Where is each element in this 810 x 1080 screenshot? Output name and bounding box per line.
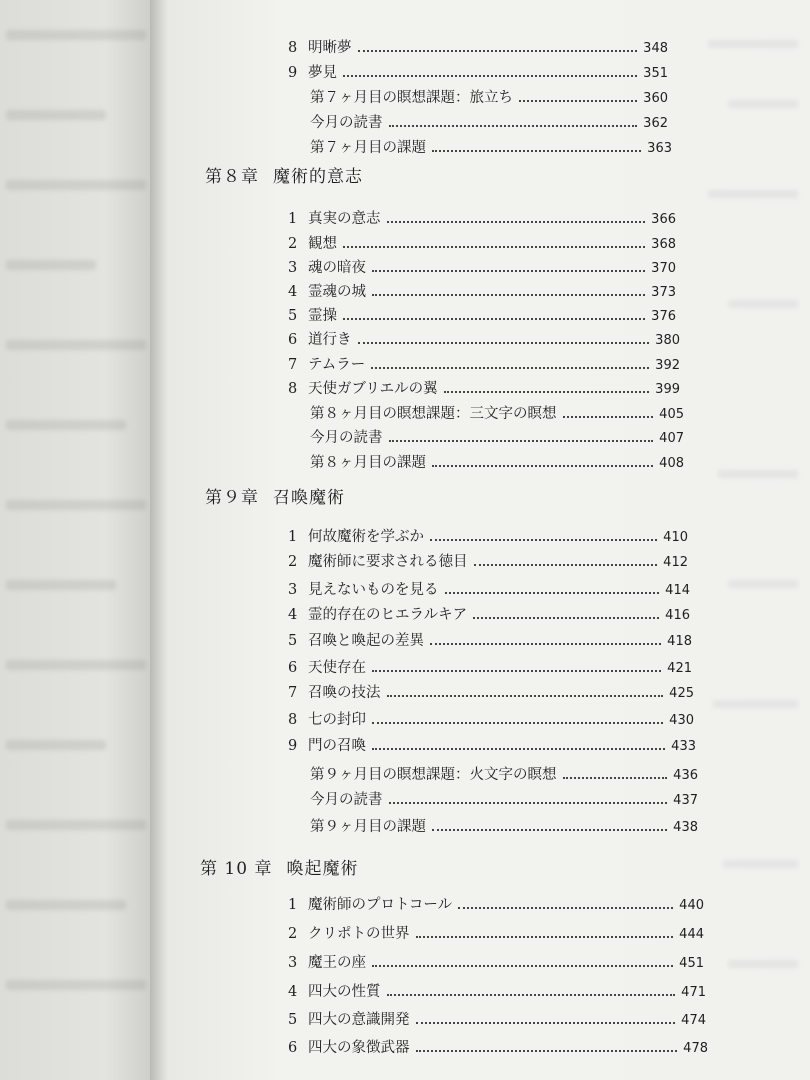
entry-title: 第８ヶ月目の瞑想課題：三文字の瞑想: [310, 406, 557, 422]
toc-entry: [288, 708, 694, 730]
book-gutter: [150, 0, 168, 1080]
toc-entry: [288, 656, 692, 678]
entry-title: 天使ガブリエルの翼: [308, 381, 438, 397]
left-facing-page: [0, 0, 150, 1080]
toc-entry: [288, 36, 668, 58]
dot-leader: [358, 342, 650, 344]
entry-page-number: 418: [667, 634, 692, 649]
toc-entry: [310, 111, 668, 133]
chapter-title: 魔術的意志: [273, 167, 363, 187]
dot-leader: [474, 564, 658, 566]
entry-page-number: 366: [651, 212, 676, 227]
entry-page-number: 373: [651, 285, 676, 300]
toc-entry: [288, 980, 706, 1002]
chapter-title: 召喚魔術: [273, 488, 345, 508]
entry-title: 何故魔術を学ぶか: [308, 529, 424, 545]
entry-number: 7: [288, 357, 298, 373]
entry-number: 2: [288, 926, 298, 942]
entry-number: 3: [288, 955, 298, 971]
dot-leader: [372, 270, 645, 272]
toc-entry: [288, 681, 694, 703]
entry-title: 霊的存在のヒエラルキア: [308, 607, 468, 623]
dot-leader: [389, 125, 638, 127]
entry-title: 召喚の技法: [308, 685, 381, 701]
toc-entry: [288, 1036, 708, 1058]
entry-page-number: 348: [643, 41, 668, 56]
dot-leader: [416, 936, 674, 938]
toc-entry: [288, 525, 688, 547]
dot-leader: [343, 318, 645, 320]
chapter-number: 第９章: [205, 488, 259, 508]
entry-title: 魔王の座: [308, 955, 366, 971]
entry-number: 9: [288, 65, 298, 81]
entry-number: 1: [288, 529, 298, 545]
entry-page-number: 474: [681, 1013, 706, 1028]
entry-title: 四大の象徴武器: [308, 1040, 410, 1056]
entry-number: 6: [288, 1040, 298, 1056]
entry-page-number: 444: [679, 927, 704, 942]
dot-leader: [343, 75, 637, 77]
toc-entry: [288, 207, 676, 229]
dot-leader: [371, 367, 649, 369]
toc-entry: [310, 136, 672, 158]
entry-title: 門の召喚: [308, 738, 366, 754]
entry-page-number: 433: [671, 739, 696, 754]
entry-number: 2: [288, 236, 298, 252]
entry-page-number: 436: [673, 768, 698, 783]
entry-page-number: 412: [663, 555, 688, 570]
entry-number: 2: [288, 554, 298, 570]
entry-title: 七の封印: [308, 712, 366, 728]
entry-number: 1: [288, 897, 298, 913]
entry-page-number: 451: [679, 956, 704, 971]
entry-title: 第７ヶ月目の瞑想課題：旅立ち: [310, 90, 513, 106]
dot-leader: [458, 907, 673, 909]
toc-entry: [288, 61, 668, 83]
toc-entry: [288, 951, 704, 973]
toc-entry: [288, 377, 680, 399]
toc-entry: [310, 763, 698, 785]
entry-page-number: 370: [651, 261, 676, 276]
dot-leader: [372, 294, 645, 296]
entry-page-number: 416: [665, 608, 690, 623]
dot-leader: [416, 1050, 678, 1052]
dot-leader: [430, 643, 661, 645]
toc-entry: [288, 893, 704, 915]
entry-title: 観想: [308, 236, 337, 252]
toc-entry: [288, 550, 688, 572]
entry-title: 明晰夢: [308, 40, 352, 56]
toc-entry: [310, 426, 684, 448]
entry-number: 7: [288, 685, 298, 701]
entry-title: テムラー: [308, 357, 366, 373]
entry-number: 4: [288, 607, 298, 623]
entry-number: 3: [288, 260, 298, 276]
entry-page-number: 414: [665, 583, 690, 598]
entry-title: 第７ヶ月目の課題: [310, 140, 426, 156]
dot-leader: [387, 994, 676, 996]
dot-leader: [387, 695, 664, 697]
entry-number: 3: [288, 582, 298, 598]
dot-leader: [473, 617, 659, 619]
entry-page-number: 437: [673, 793, 698, 808]
entry-title: 魂の暗夜: [308, 260, 366, 276]
entry-title: 見えないものを見る: [308, 582, 439, 598]
entry-number: 4: [288, 284, 298, 300]
entry-number: 8: [288, 40, 298, 56]
entry-title: 夢見: [308, 65, 337, 81]
dot-leader: [563, 777, 668, 779]
entry-page-number: 440: [679, 898, 704, 913]
toc-entry: [288, 629, 692, 651]
entry-title: 第８ヶ月目の課題: [310, 455, 426, 471]
toc-entry: [288, 256, 676, 278]
toc-entry: [288, 734, 696, 756]
entry-page-number: 407: [659, 431, 684, 446]
entry-title: 霊魂の城: [308, 284, 366, 300]
entry-title: 真実の意志: [308, 211, 381, 227]
toc-entry: [288, 280, 676, 302]
chapter-title: 喚起魔術: [286, 859, 359, 879]
entry-title: 今月の読書: [310, 115, 383, 131]
dot-leader: [563, 416, 654, 418]
entry-title: クリポトの世界: [308, 926, 410, 942]
entry-page-number: 363: [647, 141, 672, 156]
toc-entry: [288, 353, 680, 375]
dot-leader: [432, 465, 653, 467]
dot-leader: [358, 50, 638, 52]
dot-leader: [416, 1022, 676, 1024]
entry-title: 四大の意識開発: [308, 1012, 410, 1028]
dot-leader: [430, 539, 657, 541]
toc-entry: [310, 815, 698, 837]
entry-page-number: 421: [667, 661, 692, 676]
entry-page-number: 392: [655, 358, 680, 373]
entry-page-number: 430: [669, 713, 694, 728]
entry-title: 今月の読書: [310, 430, 383, 446]
dot-leader: [432, 150, 641, 152]
entry-title: 四大の性質: [308, 984, 381, 1000]
chapter-heading: [200, 854, 358, 879]
dot-leader: [389, 802, 668, 804]
chapter-heading: [205, 162, 363, 187]
dot-leader: [372, 670, 661, 672]
toc-entry: [310, 451, 684, 473]
toc-entry: [288, 304, 676, 326]
dot-leader: [444, 391, 650, 393]
entry-page-number: 360: [643, 91, 668, 106]
entry-number: 5: [288, 1012, 298, 1028]
entry-title: 第９ヶ月目の瞑想課題：火文字の瞑想: [310, 767, 557, 783]
entry-page-number: 351: [643, 66, 668, 81]
entry-number: 4: [288, 984, 298, 1000]
dot-leader: [445, 592, 660, 594]
toc-entry: [288, 578, 690, 600]
entry-number: 6: [288, 660, 298, 676]
entry-number: 5: [288, 633, 298, 649]
toc-entry: [310, 86, 668, 108]
entry-title: 今月の読書: [310, 792, 383, 808]
entry-page-number: 408: [659, 456, 684, 471]
entry-page-number: 368: [651, 237, 676, 252]
entry-title: 霊操: [308, 308, 337, 324]
entry-title: 魔術師のプロトコール: [308, 897, 453, 913]
toc-entry: [288, 922, 704, 944]
entry-page-number: 399: [655, 382, 680, 397]
dot-leader: [387, 221, 646, 223]
entry-page-number: 410: [663, 530, 688, 545]
toc-entry: [288, 232, 676, 254]
dot-leader: [372, 965, 673, 967]
entry-page-number: 478: [683, 1041, 708, 1056]
dot-leader: [432, 829, 667, 831]
dot-leader: [389, 440, 654, 442]
entry-title: 道行き: [308, 332, 352, 348]
toc-entry: [288, 603, 690, 625]
chapter-heading: [205, 483, 345, 508]
dot-leader: [372, 722, 663, 724]
dot-leader: [343, 246, 645, 248]
dot-leader: [372, 748, 665, 750]
entry-number: 1: [288, 211, 298, 227]
entry-number: 5: [288, 308, 298, 324]
entry-page-number: 376: [651, 309, 676, 324]
toc-entry: [288, 1008, 706, 1030]
entry-page-number: 425: [669, 686, 694, 701]
entry-title: 天使存在: [308, 660, 366, 676]
entry-title: 召喚と喚起の差異: [308, 633, 424, 649]
entry-number: 9: [288, 738, 298, 754]
entry-number: 8: [288, 712, 298, 728]
entry-title: 魔術師に要求される徳目: [308, 554, 468, 570]
entry-title: 第９ヶ月目の課題: [310, 819, 426, 835]
entry-number: 6: [288, 332, 298, 348]
entry-number: 8: [288, 381, 298, 397]
entry-page-number: 438: [673, 820, 698, 835]
entry-page-number: 405: [659, 407, 684, 422]
chapter-number: 第８章: [205, 167, 259, 187]
entry-page-number: 471: [681, 985, 706, 1000]
toc-entry: [310, 402, 684, 424]
toc-entry: [288, 328, 680, 350]
entry-page-number: 362: [643, 116, 668, 131]
dot-leader: [519, 100, 637, 102]
toc-entry: [310, 788, 698, 810]
entry-page-number: 380: [655, 333, 680, 348]
chapter-number: 第 10 章: [200, 859, 273, 879]
